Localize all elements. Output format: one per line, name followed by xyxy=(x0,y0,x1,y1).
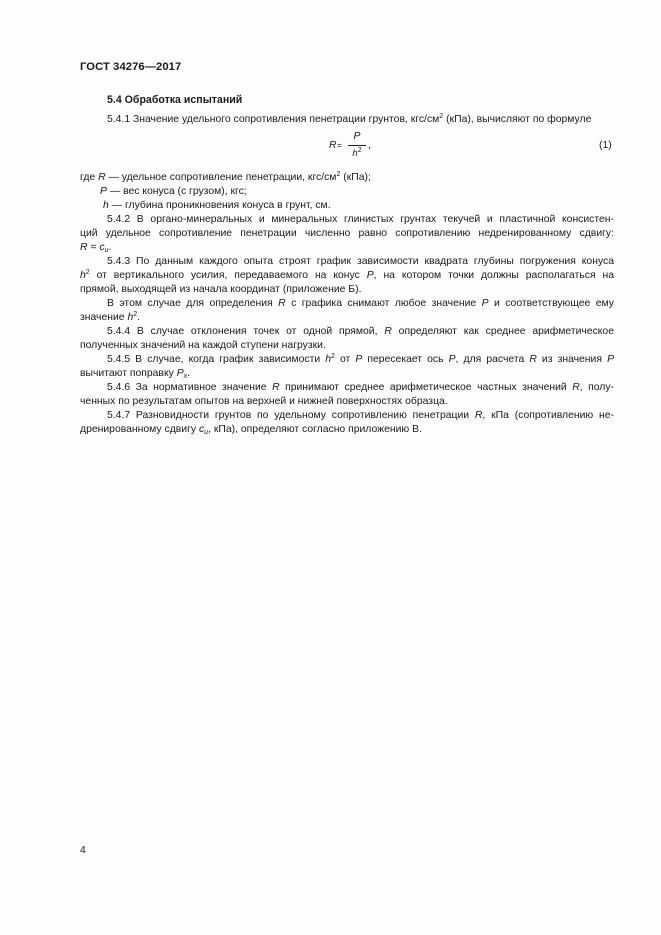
formula-tail: , xyxy=(368,140,371,151)
paragraph-5-4-7-line-2: дренированному сдвигу $c_u$, кПа), определяют согласно приложению В. xyxy=(80,424,422,436)
document-code: ГОСТ 34276—2017 xyxy=(80,61,182,73)
paragraph-5-4-5-line-2: вычитают поправку $P_x$. xyxy=(80,368,191,380)
formula-denominator: $h^2$ xyxy=(352,147,362,159)
fraction-bar xyxy=(348,145,366,146)
paragraph-5-4-4-line-1: 5.4.4 В случае отклонения точек от одной прямой, R определяют как среднее арифметическое xyxy=(107,326,614,337)
paragraph-5-4-4-line-2: полученных значений на каждой ступени нагрузки. xyxy=(80,340,326,351)
where-h: h — глубина проникновения конуса в грунт, см. xyxy=(103,200,331,211)
paragraph-5-4-5-line-1: 5.4.5 В случае, когда график зависимости $h^2$ от P пересекает ось P, для расчета R из значения P xyxy=(107,353,614,365)
formula-equals: = xyxy=(337,141,342,150)
paragraph-5-4-2-line-3: $R = c_u$. xyxy=(80,242,112,254)
formula-lhs: R xyxy=(329,140,337,151)
page-number: 4 xyxy=(80,845,86,856)
paragraph-5-4-6-line-2: ченных по результатам опытов на верхней и нижней поверхностях образца. xyxy=(80,396,448,407)
formula-1 xyxy=(329,130,379,164)
paragraph-5-4-3-line-1: 5.4.3 По данным каждого опыта строят график зависимости квадрата глубины погружения конуса xyxy=(107,256,614,267)
paragraph-5-4-2-line-2: ций удельное сопротивление пенетрации численно равно сопротивлению недренированному сдвигу: xyxy=(80,228,614,239)
formula-number: (1) xyxy=(599,140,612,151)
section-title: 5.4 Обработка испытаний xyxy=(107,94,243,106)
paragraph-5-4-3-line-2: $h^2$ от вертикального усилия, передаваемого на конус P, на котором точки должны располагаться на xyxy=(80,269,614,281)
paragraph-5-4-3b-line-2: значение $h^2$. xyxy=(80,311,141,323)
paragraph-5-4-3-line-3: прямой, выходящей из начала координат (приложение Б). xyxy=(80,284,362,295)
paragraph-5-4-1: 5.4.1 Значение удельного сопротивления пенетрации грунтов, кгс/$см^2$ (кПа), вычисляют по формуле xyxy=(107,113,592,125)
where-r: где R — удельное сопротивление пенетрации, кгс/$см^2$ (кПа); xyxy=(80,171,371,183)
formula-fraction xyxy=(348,130,366,161)
paragraph-5-4-6-line-1: 5.4.6 За нормативное значение R принимают среднее арифметическое частных значений R, полу- xyxy=(107,382,614,393)
paragraph-5-4-3b-line-1: В этом случае для определения R с графика снимают любое значение P и соответствующее ему xyxy=(107,298,614,309)
where-p: P — вес конуса (с грузом), кгс; xyxy=(100,186,247,197)
paragraph-5-4-7-line-1: 5.4.7 Разновидности грунтов по удельному сопротивлению пенетрации R, кПа (сопротивлению не- xyxy=(107,410,614,421)
formula-numerator: P xyxy=(353,131,361,142)
paragraph-5-4-2-line-1: 5.4.2 В органо-минеральных и минеральных глинистых грунтах текучей и пластичной консистен- xyxy=(107,214,614,225)
